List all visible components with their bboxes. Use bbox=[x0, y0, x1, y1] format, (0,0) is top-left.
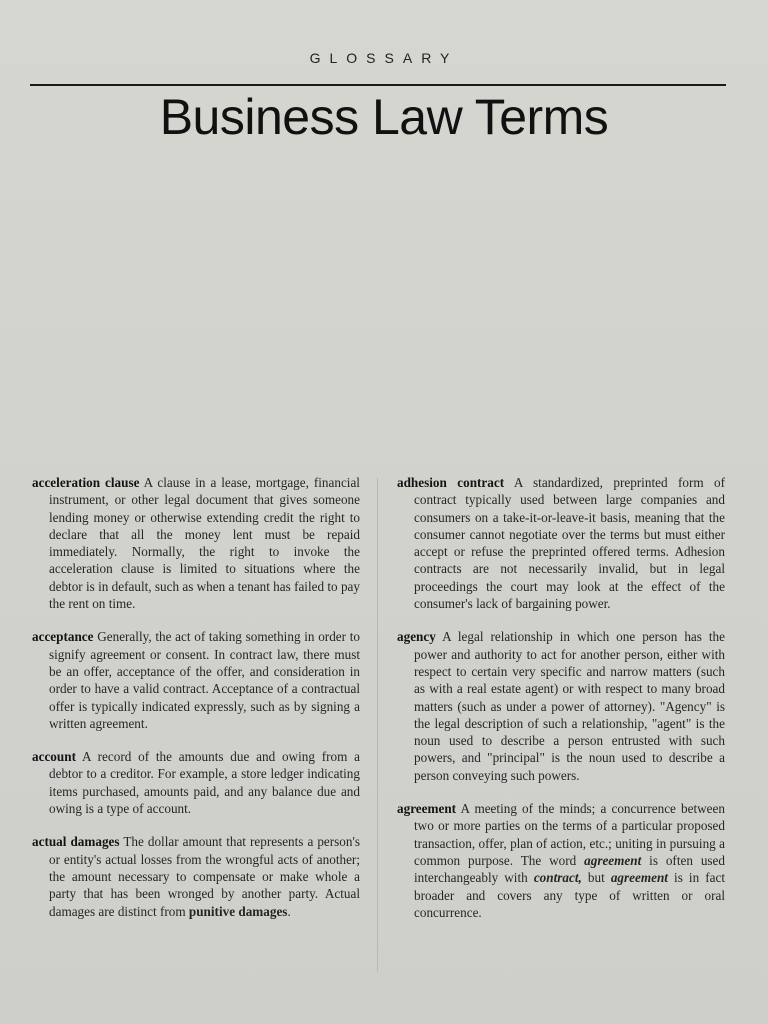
entry-definition: A standardized, preprinted form of contract typically used between large companies and consumers on a take-it-or-leave-it basis, meaning that the consumer cannot negotiate over the terms but must either accept or refuse the preprinted offered terms. Adhesion contracts are not necessarily invalid, but in legal proceedings the court may look at the effect of the consumer's lack of bargaining power. bbox=[414, 475, 725, 612]
glossary-entry bbox=[397, 800, 725, 921]
column-divider bbox=[377, 478, 378, 972]
entry-definition: is often used interchangeably with bbox=[414, 852, 725, 886]
page-title: Business Law Terms bbox=[159, 89, 609, 145]
header-rule bbox=[30, 84, 726, 86]
entry-end: . bbox=[287, 903, 291, 919]
cross-reference: punitive damages bbox=[188, 903, 288, 919]
emphasized-word: agreement bbox=[610, 870, 668, 886]
glossary-entry bbox=[397, 474, 725, 612]
entry-term: adhesion contract bbox=[397, 475, 505, 490]
glossary-entry bbox=[32, 628, 360, 732]
glossary-entry bbox=[32, 833, 360, 919]
left-column bbox=[32, 474, 360, 936]
entry-term: account bbox=[32, 749, 76, 765]
emphasized-word: agreement bbox=[584, 852, 642, 868]
entry-definition: is in fact broader and covers any type of written or oral concurrence. bbox=[414, 870, 726, 920]
glossary-entry bbox=[32, 748, 360, 817]
entry-term: agreement bbox=[397, 801, 457, 817]
glossary-entry bbox=[32, 474, 360, 612]
entry-definition: A record of the amounts due and owing from a debtor to a creditor. For example, a store ledger indicating items purchased, amounts paid, and any balance due and owing is a type of account. bbox=[49, 749, 360, 817]
entry-definition: A meeting of the minds; a concurrence between two or more parties on the terms of a particular proposed transaction, offer, plan of action, etc.; uniting in pursuing a common purpose. The word bbox=[414, 801, 725, 868]
entry-definition: Generally, the act of taking something in order to signify agreement or consent. In contract law, there must be an offer, acceptance of the offer, and consideration in order to have a valid contract. Acceptance of a contractual offer is typically indicated expressly, such as by signing a written agreement. bbox=[49, 629, 360, 731]
entry-term: actual damages bbox=[32, 834, 120, 850]
emphasized-word: contract, bbox=[533, 870, 582, 886]
entry-term: acceptance bbox=[32, 629, 94, 645]
entry-term: agency bbox=[397, 629, 436, 645]
glossary-entry bbox=[397, 628, 725, 784]
entry-definition: The dollar amount that represents a person's or entity's actual losses from the wrongful acts of another; the amount necessary to compensate or make whole a party that has been wronged by another party. Actual damages are distinct from bbox=[49, 834, 360, 919]
entry-term: acceleration clause bbox=[32, 475, 140, 490]
right-column bbox=[397, 474, 725, 937]
entry-definition: A clause in a lease, mortgage, financial instrument, or other legal document that gives someone lending money or otherwise extending credit the right to declare that all the money lent must be repaid immediately. Normally, the right to invoke the acceleration clause is limited to situations where the debtor is in default, such as when a tenant has failed to pay the rent on time. bbox=[49, 475, 360, 612]
entry-definition: but bbox=[587, 870, 605, 886]
entry-definition: A legal relationship in which one person has the power and authority to act for another person, either with respect to certain very specific and narrow matters (such as with a real estate agent) or with respect to many broad matters (such as under a power of attorney). "Agency" is the legal description of such a relationship, "agent" is the noun used to describe a person entrusted with such powers, and "principal" is the noun used to describe a person conveying such powers. bbox=[414, 629, 725, 783]
section-label: GLOSSARY bbox=[309, 50, 459, 66]
